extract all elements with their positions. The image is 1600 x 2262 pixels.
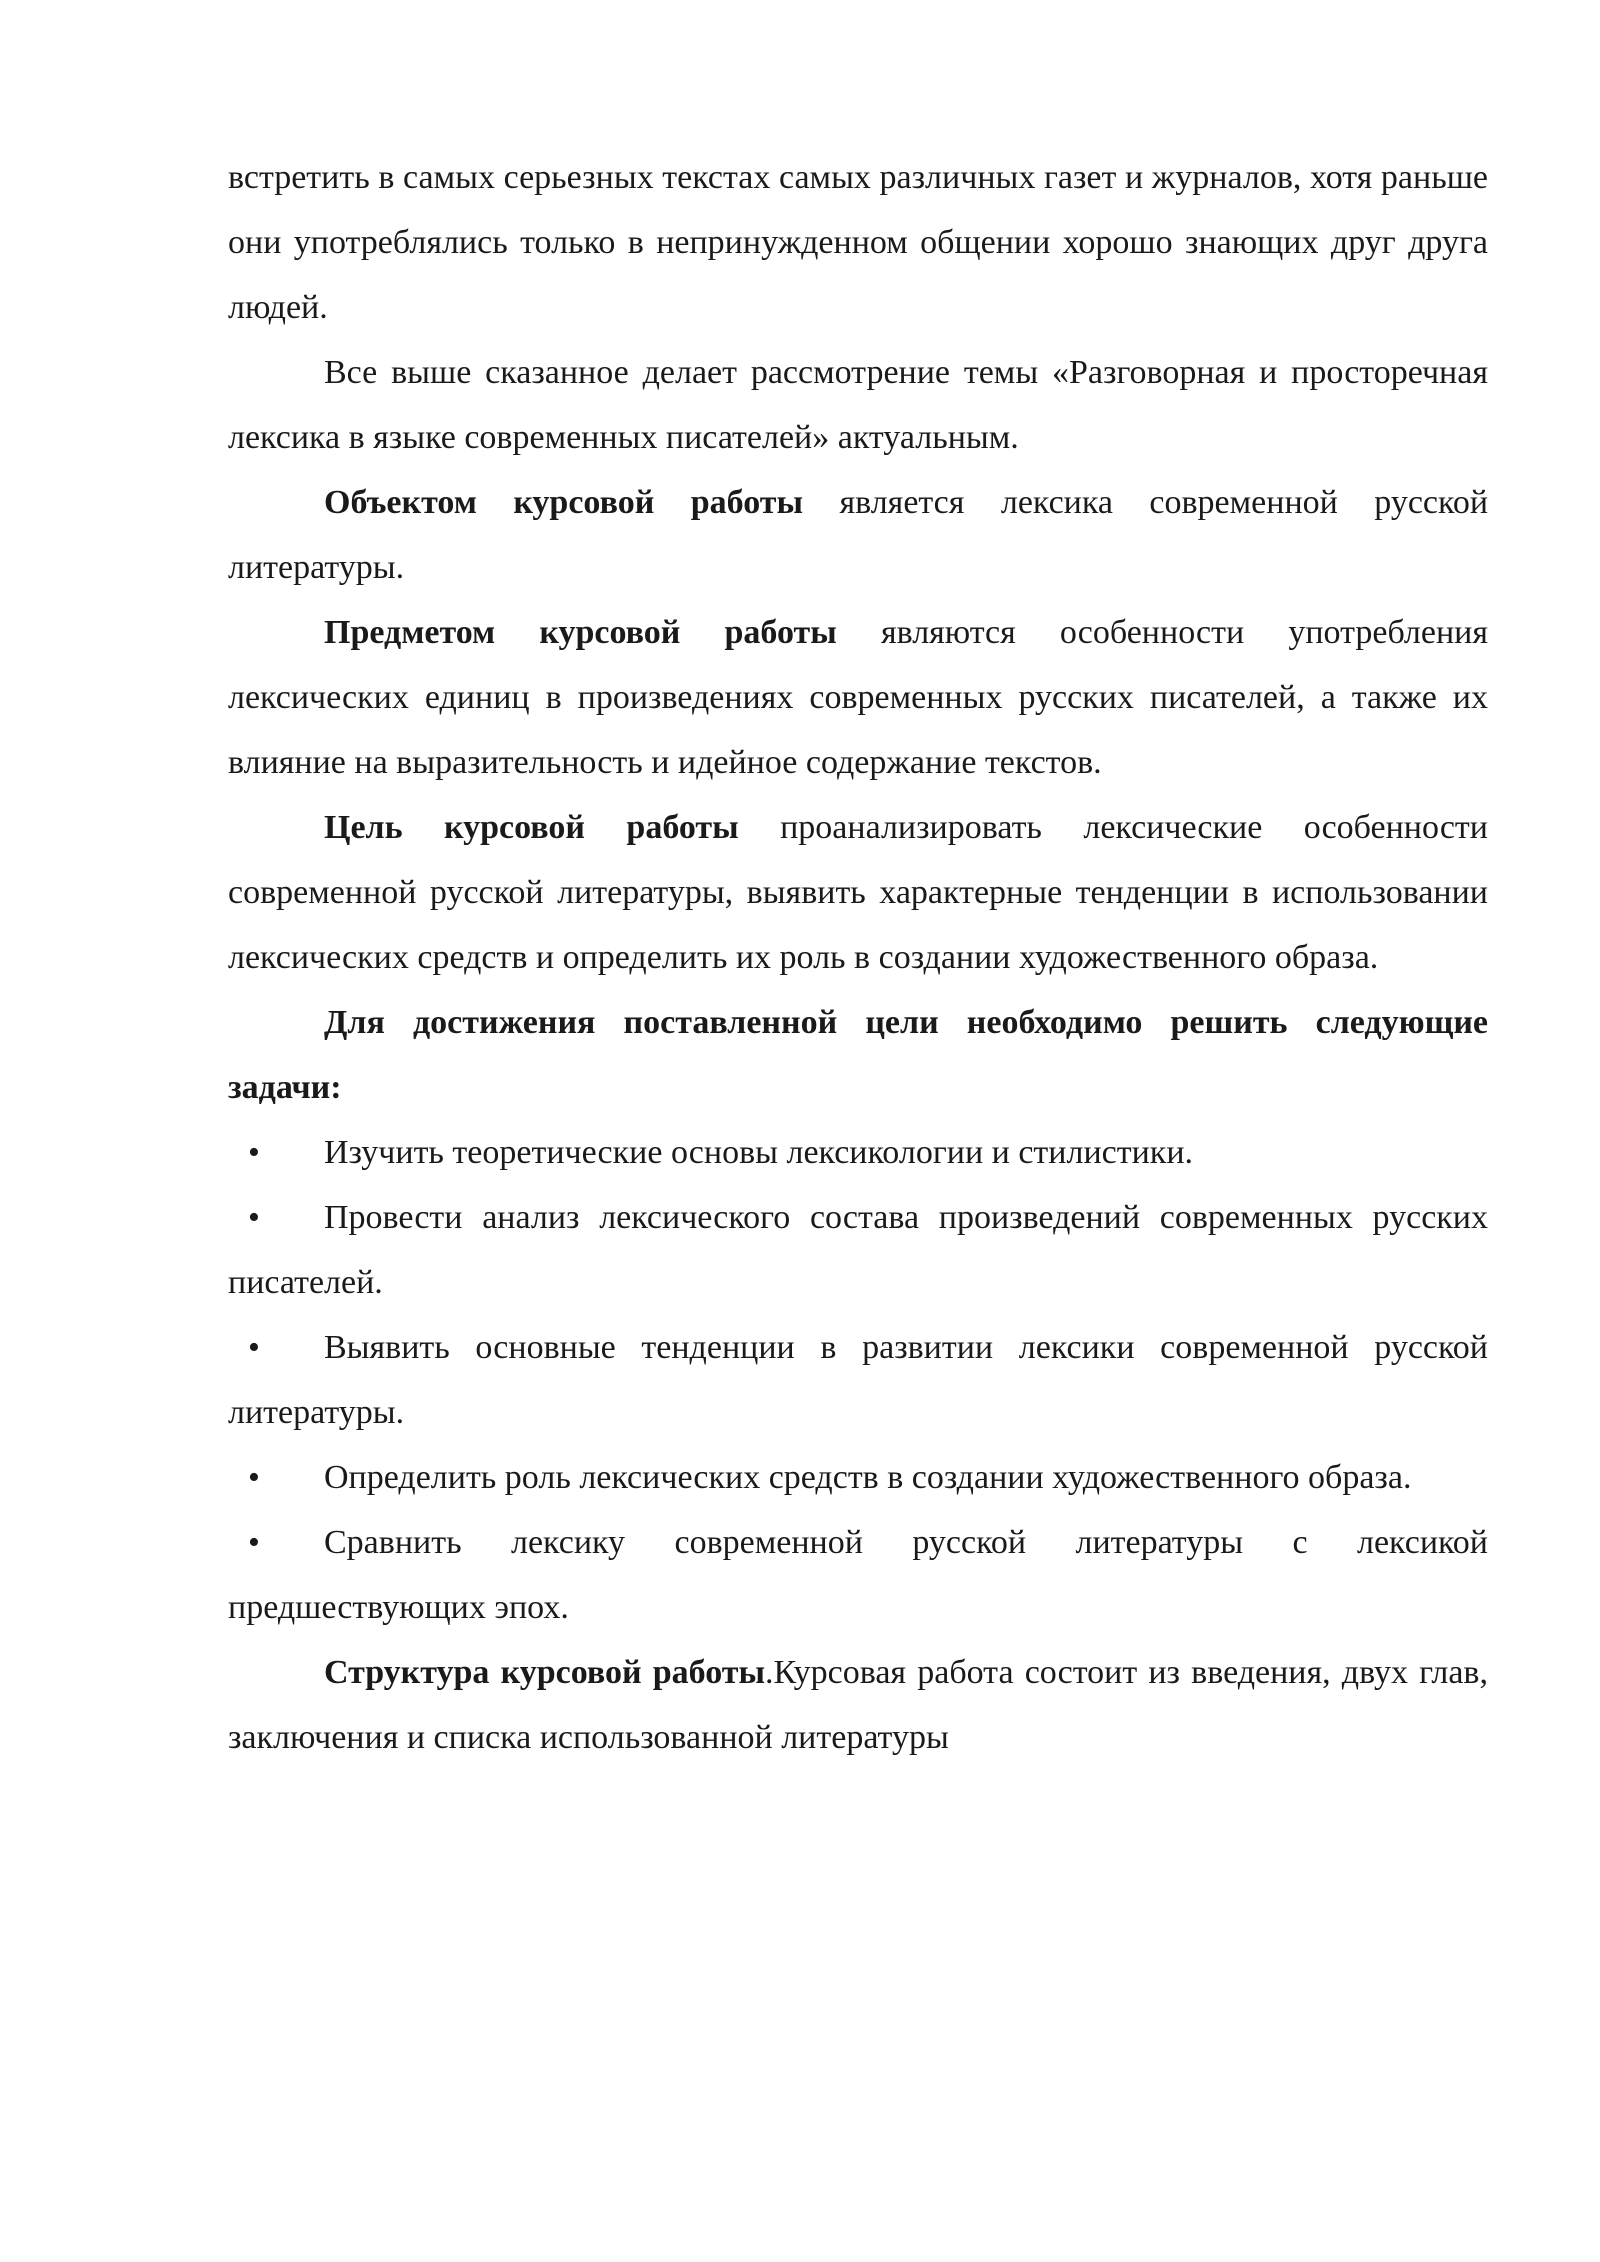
- list-item: [228, 1315, 1488, 1445]
- bullet-icon: •: [248, 1134, 260, 1171]
- bullet-icon: •: [248, 1199, 260, 1236]
- tasks-heading: Для достижения поставленной цели необходимо решить следующие задачи:: [228, 1004, 1488, 1106]
- bullet-icon: •: [248, 1459, 260, 1496]
- tasks-list: [228, 1120, 1488, 1640]
- list-item: [228, 1510, 1488, 1640]
- list-item: [228, 1185, 1488, 1315]
- paragraph-object: [228, 470, 1488, 600]
- goal-text: проанализировать лексические особенности современной русской литературы, выявить характерные тенденции в использовании лексических средств и определить их роль в создании художественного образа.: [228, 809, 1488, 976]
- subject-label: Предметом курсовой работы: [324, 614, 837, 651]
- structure-label: Структура курсовой работы: [324, 1654, 766, 1691]
- paragraph-subject: [228, 600, 1488, 795]
- structure-text: .Курсовая работа состоит из введения, двух глав, заключения и списка использованной литературы: [228, 1654, 1488, 1756]
- paragraph-structure: [228, 1640, 1488, 1770]
- task-text: Сравнить лексику современной русской литературы с лексикой предшествующих эпох.: [228, 1524, 1488, 1626]
- paragraph-relevance: Все выше сказанное делает рассмотрение темы «Разговорная и просторечная лексика в языке современных писателей» актуальным.: [228, 354, 1488, 456]
- object-label: Объектом курсовой работы: [324, 484, 804, 521]
- subject-text: являются особенности употребления лексических единиц в произведениях современных русских писателей, а также их влияние на выразительность и идейное содержание текстов.: [228, 614, 1489, 781]
- task-text: Определить роль лексических средств в создании художественного образа.: [324, 1459, 1412, 1496]
- goal-label: Цель курсовой работы: [324, 809, 739, 846]
- task-text: Изучить теоретические основы лексикологии и стилистики.: [324, 1134, 1194, 1171]
- list-item: [228, 1120, 1488, 1185]
- paragraph-goal: [228, 795, 1488, 990]
- object-text: является лексика современной русской литературы.: [228, 484, 1489, 586]
- list-item: [228, 1445, 1488, 1510]
- task-text: Выявить основные тенденции в развитии лексики современной русской литературы.: [228, 1329, 1488, 1431]
- document-page: [228, 145, 1488, 1770]
- bullet-icon: •: [248, 1329, 260, 1366]
- paragraph-intro-continuation: встретить в самых серьезных текстах самых различных газет и журналов, хотя раньше они употреблялись только в непринужденном общении хорошо знающих друг друга людей.: [228, 159, 1488, 326]
- task-text: Провести анализ лексического состава произведений современных русских писателей.: [228, 1199, 1488, 1301]
- bullet-icon: •: [248, 1524, 260, 1561]
